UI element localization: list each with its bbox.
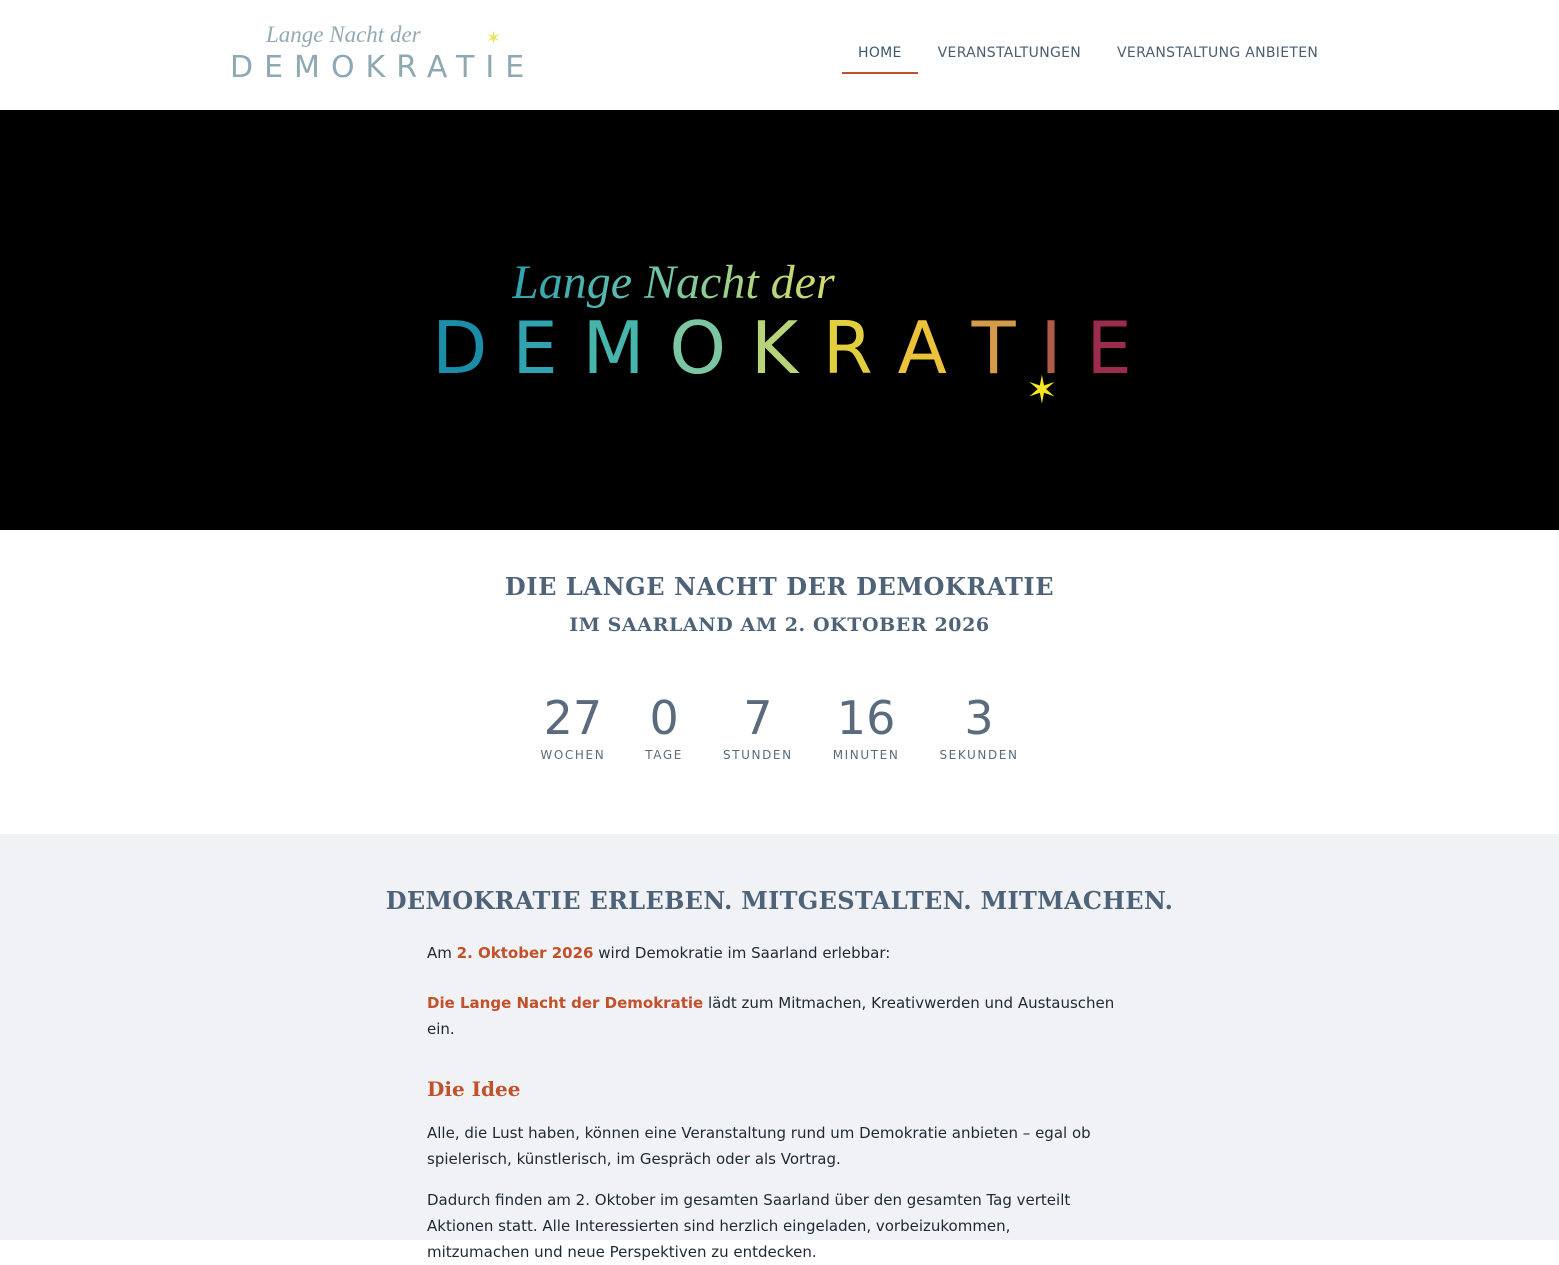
countdown-value: 0 — [649, 691, 679, 745]
countdown-label: MINUTEN — [832, 748, 900, 762]
highlight-date: 2. Oktober 2026 — [456, 944, 594, 962]
text: lädt zum Mitmachen, Kreativwerden und Austauschen ein. — [427, 994, 1115, 1038]
hero-letter: E — [512, 306, 558, 390]
main-nav — [842, 38, 1338, 74]
countdown-timer — [0, 690, 1559, 762]
countdown-days — [625, 690, 703, 762]
countdown-hours — [703, 690, 813, 762]
hero-letter: R — [822, 306, 873, 390]
hero-letter: D — [432, 306, 488, 390]
details-paragraph: Dadurch finden am 2. Oktober im gesamten Saarland über den gesamten Tag verteilt Aktionen statt. Alle Interessierten sind herzlich eingeladen, vorbeizukommen, mitzumachen und neue Perspektiven zu entdecken. — [427, 1191, 1071, 1261]
countdown-value: 7 — [743, 691, 773, 745]
countdown-value: 27 — [543, 691, 603, 745]
highlight-event-name: Die Lange Nacht der Demokratie — [427, 994, 704, 1012]
countdown-label: SEKUNDEN — [939, 748, 1019, 762]
countdown-section — [0, 530, 1559, 834]
idee-paragraph: Alle, die Lust haben, können eine Veranstaltung rund um Demokratie anbieten – egal ob spielerisch, künstlerisch, im Gespräch oder als Vortrag. — [427, 1124, 1091, 1168]
text: Am — [427, 944, 457, 962]
event-title: DIE LANGE NACHT DER DEMOKRATIE — [504, 572, 1055, 601]
hero-letter: E — [1086, 306, 1132, 390]
hero-letter: A — [897, 306, 947, 390]
event-subtitle: IM SAARLAND AM 2. OKTOBER 2026 — [569, 614, 990, 636]
hero-banner — [0, 110, 1559, 530]
star-icon: ✶ — [1026, 370, 1058, 412]
site-header — [0, 0, 1559, 110]
content-section — [0, 834, 1559, 1261]
intro-paragraph — [427, 940, 1117, 966]
invite-paragraph — [427, 990, 1117, 1042]
countdown-label: TAGE — [645, 748, 683, 762]
section-heading: DEMOKRATIE ERLEBEN. MITGESTALTEN. MITMACHEN. — [385, 886, 1174, 915]
countdown-minutes — [813, 690, 920, 762]
countdown-seconds — [919, 690, 1038, 762]
idee-heading: Die Idee — [427, 1077, 521, 1101]
hero-script-text: Lange Nacht der — [512, 256, 835, 309]
countdown-value: 16 — [836, 691, 896, 745]
nav-item-veranstaltung-anbieten[interactable]: VERANSTALTUNG ANBIETEN — [1117, 45, 1319, 61]
content-body — [427, 940, 1117, 1265]
hero-letter: I — [1040, 306, 1062, 390]
star-icon: ✶ — [486, 28, 502, 48]
hero-letter: K — [750, 306, 799, 390]
hero-letter: O — [669, 306, 727, 390]
hero-letter: M — [582, 306, 645, 390]
countdown-value: 3 — [964, 691, 994, 745]
countdown-label: STUNDEN — [722, 748, 793, 762]
site-logo[interactable] — [228, 22, 538, 86]
logo-script-text: Lange Nacht der — [266, 22, 421, 47]
hero-letter: T — [971, 306, 1016, 390]
logo-wordmark: DEMOKRATIE — [230, 50, 536, 85]
countdown-label: WOCHEN — [540, 748, 606, 762]
countdown-weeks — [520, 690, 625, 762]
text: wird Demokratie im Saarland erlebbar: — [593, 944, 891, 962]
nav-item-veranstaltungen[interactable]: VERANSTALTUNGEN — [937, 45, 1082, 61]
nav-item-home[interactable]: HOME — [842, 38, 918, 74]
